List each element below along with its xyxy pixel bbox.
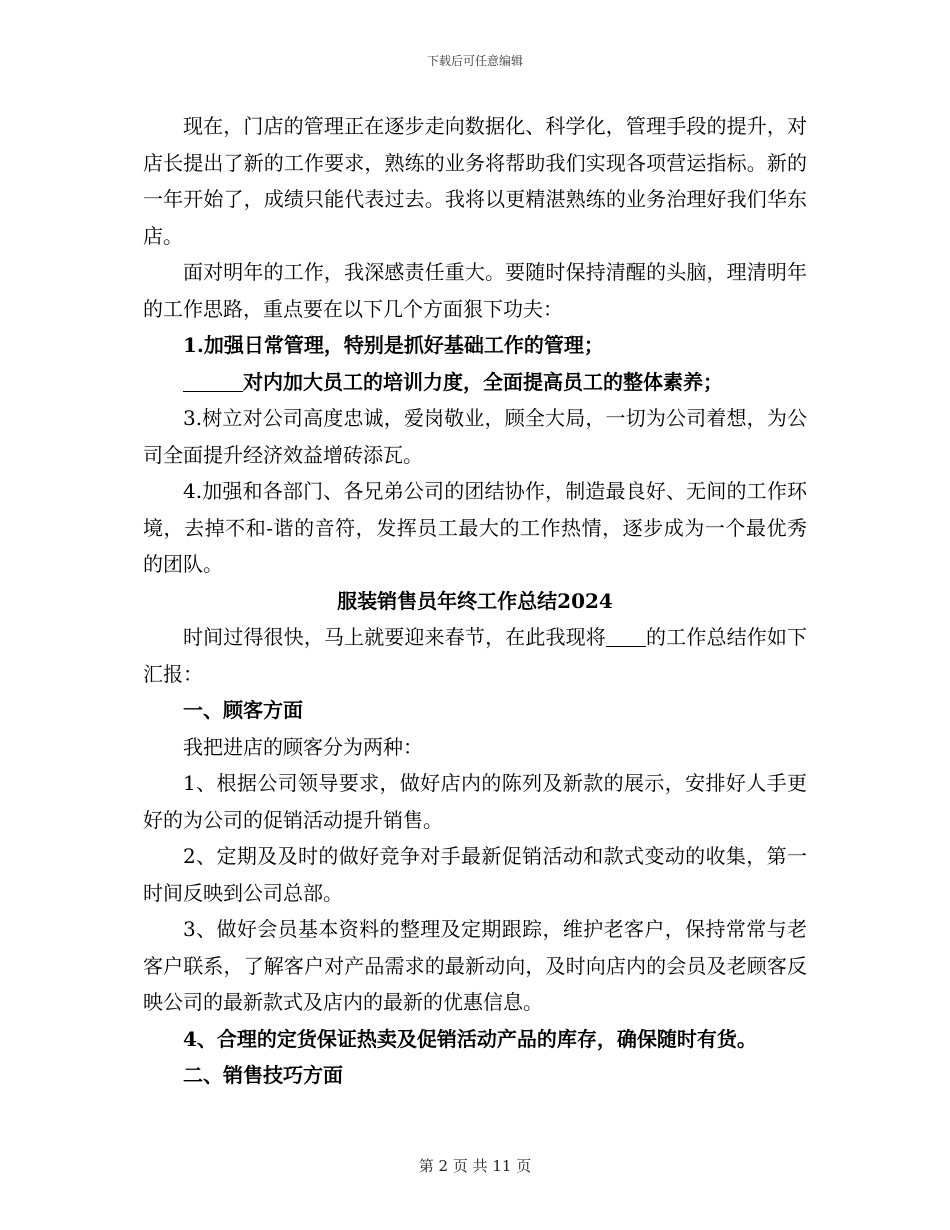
- list-item-staff-training: [143, 364, 807, 401]
- paragraph-intro: [143, 619, 807, 692]
- paragraph-intro-part-1: 时间过得很快，马上就要迎来春节，在此我现将: [183, 625, 606, 649]
- list-item-cooperation: 4.加强和各部门、各兄弟公司的团结协作，制造最良好、无间的工作环境，去掉不和-谐的音符，发挥员工最大的工作热情，逐步成为一个最优秀的团队。: [143, 479, 807, 576]
- list-item-daily-management: 1.加强日常管理，特别是抓好基础工作的管理；: [183, 333, 604, 357]
- document-body: [143, 108, 807, 1094]
- list-item-inventory: 4、合理的定货保证热卖及促销活动产品的库存，确保随时有货。: [183, 1026, 757, 1051]
- paragraph-customer-types: 我把进店的顾客分为两种：: [183, 734, 423, 759]
- list-item-display: 1、根据公司领导要求，做好店内的陈列及新款的展示，安排好人手更好的为公司的促销活动提升销售。: [143, 771, 807, 832]
- fill-in-blank: [183, 371, 243, 392]
- list-item-staff-training-text: 对内加大员工的培训力度，全面提高员工的整体素养；: [243, 369, 723, 394]
- paragraph-store-management: 现在，门店的管理正在逐步走向数据化、科学化，管理手段的提升，对店长提出了新的工作要求，熟练的业务将帮助我们实现各项营运指标。新的一年开始了，成绩只能代表过去。我将以更精湛熟练的业务治理好我们华东店。: [143, 114, 807, 248]
- heading-sales-skills: 二、销售技巧方面: [183, 1063, 343, 1087]
- page-number: 第 2 页 共 11 页: [418, 1157, 532, 1175]
- list-item-members: 3、做好会员基本资料的整理及定期跟踪，维护老客户，保持常常与老客户联系，了解客户对产品需求的最新动向，及时向店内的会员及老顾客反映公司的最新款式及店内的最新的优惠信息。: [143, 917, 807, 1014]
- list-item-competitors: 2、定期及及时的做好竞争对手最新促销活动和款式变动的收集，第一时间反映到公司总部。: [143, 844, 807, 905]
- paragraph-next-year-work: 面对明年的工作，我深感责任重大。要随时保持清醒的头脑，理清明年的工作思路，重点要在以下几个方面狠下功夫：: [143, 260, 807, 321]
- section-title: 服装销售员年终工作总结2024: [337, 588, 613, 613]
- paragraph-intro-part-2: 的工作总结作如下汇报：: [143, 625, 808, 686]
- heading-customers: 一、顾客方面: [183, 698, 303, 722]
- list-item-loyalty: 3.树立对公司高度忠诚，爱岗敬业，顾全大局，一切为公司着想，为公司全面提升经济效益增砖添瓦。: [143, 406, 807, 467]
- page-header: 下载后可任意编辑: [426, 54, 523, 68]
- fill-in-blank: [606, 626, 646, 647]
